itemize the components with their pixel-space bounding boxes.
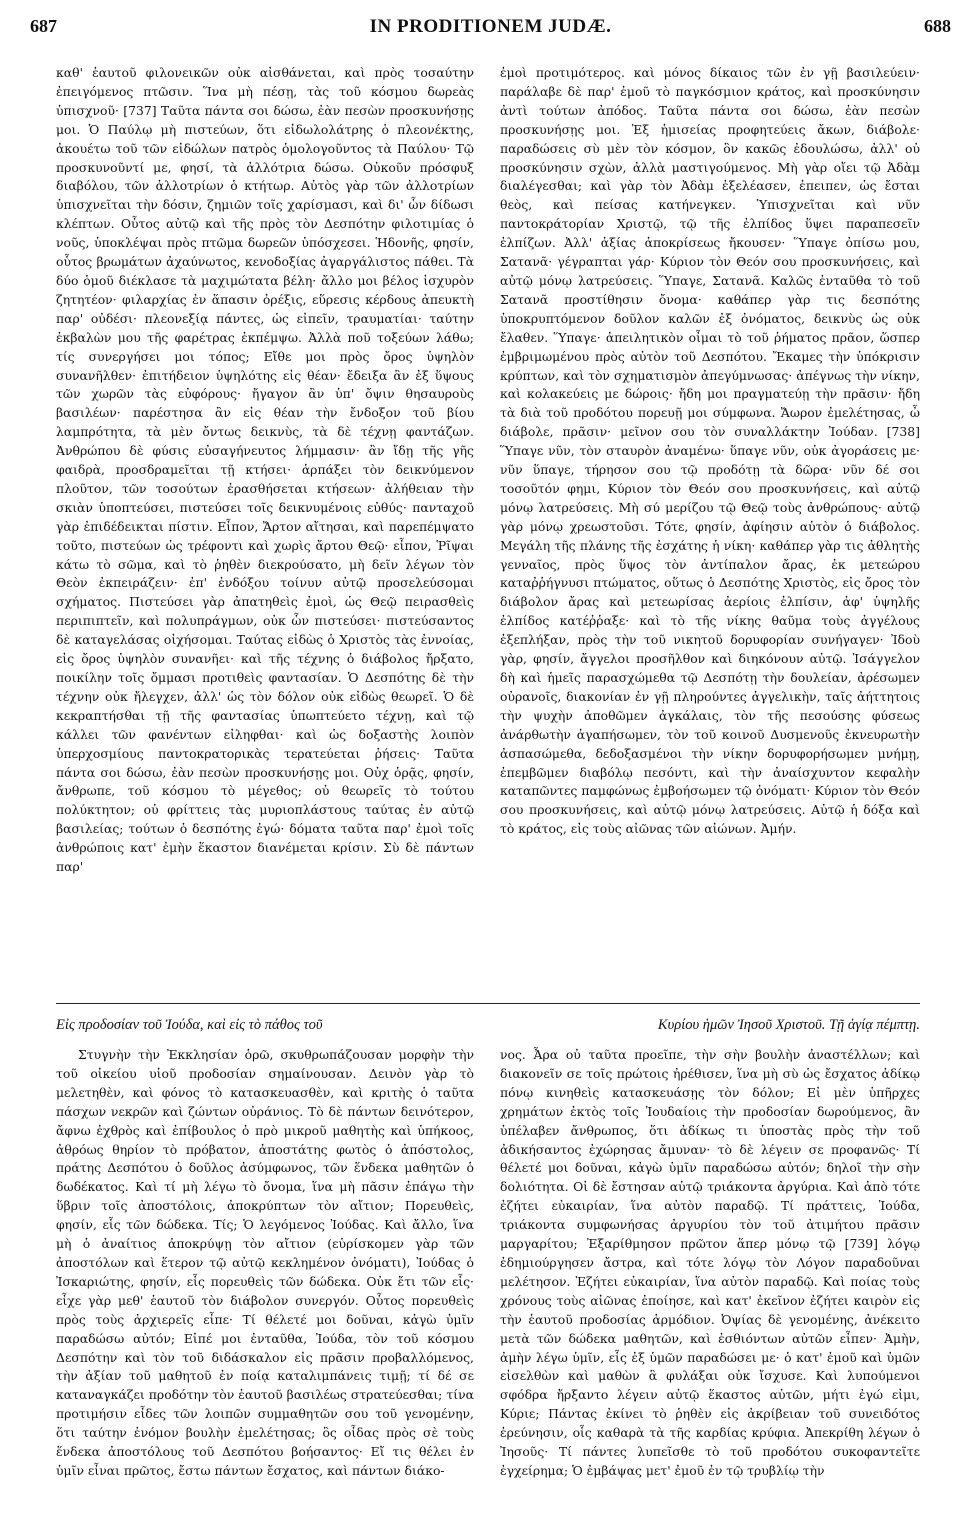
bottom-left-paragraph: Στυγνὴν τὴν Ἐκκλησίαν ὁρῶ, σκυθρωπάζουσαν μορφὴν τὴν τοῦ οἰκείου υἱοῦ προδοσίαν σημαίνουσαν. Δεινὸν γὰρ τὸ μελετηθὲν, καὶ φόνος τὸ κατασκευασθὲν, καὶ κριτὴς ὁ ταῦτα πάσχων νεκρῶν καὶ ζώντων οὐράνιος. Τὸ δὲ πάντων δεινότερον, ἄφνω ἐχθρὸς καὶ ἐπίβουλος ὁ πρὸ μικροῦ μαθητὴς καὶ ὑπήκοος, ἀθρόως θηρίον τὸ πρόβατον, ἀποστάτης φωτὸς ὁ ἀπόστολος, πράτης Δεσπότου ὁ δοῦλος ἀσύμφωνος, τῶν ἕνδεκα μαθητῶν ὁ δωδέκατος. Καὶ τί μὴ λέγω τὸ ὄνομα, ἵνα μὴ πᾶσιν ἐπάγω τὴν ὕβριν τοῖς ἀποστόλοις, ἀποκρύπτων τὸν αἴτιον; Πορευθεὶς, φησίν, εἷς τῶν δώδεκα. Τίς; Ὁ λεγόμενος Ἰούδας. Καὶ ἄλλο, ἵνα μὴ ὁ ἀναίτιος ἀποκρύψῃ τὸν αἴτιον (εὑρίσκομεν γὰρ τῶν ἀποστόλων καὶ ἕτερον τῷ αὐτῷ κεκλημένον ὀνόματι), Ἰούδας ὁ Ἰσκαριώτης, φησίν, εἷς πορευθεὶς τῶν δώδεκα. Οὐκ ἔτι τῶν εἷς· εἶχε γὰρ μεθ' ἑαυτοῦ τὸν διάβολον συνεργόν. Οὗτος πορευθεὶς πρὸς τοὺς ἀρχιερεῖς εἶπε· Τί θέλετέ μοι δοῦναι, κἀγὼ ὑμῖν παραδώσω αὐτόν; Εἰπέ μοι ἐνταῦθα, Ἰούδα, τὸν τοῦ κόσμου Δεσπότην καὶ τὸν τοῦ διδάσκαλον εἰς πρᾶσιν προβαλλόμενος, τὴν ἀξίαν τοῦ μαθητοῦ ἐν ποίᾳ καταλιμπάνεις τιμῇ; τί δέ σε καταναγκάζει προδότην τὸν ἑαυτοῦ βασιλέως στρατεύεσθαι; τίνα προτιμήσιν εἶδες τῶν λοιπῶν συμμαθητῶν σου τοῦ γενομένην, ὅτι ταύτην ἐνόμον βουλὴν ἐμελέτησας; ὃς οἶδας πρὸς σὲ τοὺς ἕνδεκα ἀποστόλους τοῦ Δεσπότου βοήσαντος· Εἴ τις θέλει ἐν ὑμῖν εἶναι πρῶτος, ἔστω πάντων ἔσχατος, καὶ πάντων διάκο-	[56, 1047, 474, 1478]
bottom-right-paragraph: νος. Ἆρα οὐ ταῦτα προεῖπε, τὴν σὴν βουλὴν ἀναστέλλων; καὶ διακονεῖν σε τοῖς πρώτοις ἠρέθισεν, ἵνα μὴ σὺ ὡς ἔσχατος ἀδίκῳ πόνῳ κινηθεὶς κατασκευάσῃς τὸν δόλον; Εἰ μὲν ὑπῆρχες χρημάτων ἐκτὸς τοῖς Ἰουδαίοις τὴν προδοσίαν δωρούμενος, ἂν ὑπέλαβεν ἄνθρωπος, ὅτι ἀδίκως τι ὑποστὰς πρὸς τὴν τοῦ ἀδικήσαντος ἐχώρησας ἄμυναν· τὸ δὲ λέγειν σε προφανῶς· Τί θέλετέ μοι δοῦναι, κἀγὼ ὑμῖν παραδώσω αὐτόν; δηλοῖ τὴν σὴν δολιότητα. Οἱ δὲ ἔστησαν αὐτῷ τριάκοντα ἀργύρια. Καὶ ἀπὸ τότε ἐζήτει εὐκαιρίαν, ἵνα αὐτὸν παραδῷ. Τί πράττεις, Ἰούδα, τριάκοντα συμφωνήσας ἀργυρίου τὸν τοῦ ἀτιμήτου πρᾶσιν μαργαρίτου; Ἐξαρίθμησον πρῶτον ἅπερ μόνῳ τῷ [739] λόγῳ ἐδημιούργησεν ἄστρα, καὶ τότε λόγῳ τὸν Λόγον παραδοῦναι μελέτησον. Ἐζήτει εὐκαιρίαν, ἵνα αὐτὸν παραδῷ. Καὶ ποίας τοὺς χρόνους τοὺς αἰῶνας ἐποίησε, καὶ κατ' ἐκεῖνον ἐζήτει καιρὸν εἰς τὴν ἑαυτοῦ προδοσίας ἁρμόδιον. Ὀψίας δὲ γενομένης, ἀνέκειτο μετὰ τῶν δώδεκα μαθητῶν, καὶ ἐσθιόντων αὐτῶν εἶπεν· Ἀμὴν, ἀμὴν λέγω ὑμῖν, εἷς ἐξ ὑμῶν παραδώσει με· ὁ κατ' ἐμοῦ καὶ ὑμῶν εἰσελθὼν καὶ μαθὼν ἃ φυλάξαι οὐκ ἴσχυσε. Καὶ λυπούμενοι σφόδρα ἤρξαντο λέγειν αὐτῷ ἕκαστος αὐτῶν, μήτι ἐγώ εἰμι, Κύριε; Πάντας ἐκίνει τὸ ῥηθὲν εἰς ἀκρίβειαν τοῦ συνειδότος ἐρεύνησιν, οἷς καθαρὰ τὰ τῆς καρδίας κρύφια. Ἀπεκρίθη λέγων ὁ Ἰησοῦς· Τί πάντες λυπεῖσθε τὸ τοῦ προδότου συκοφαντεῖτε ἐγχείρημα; Ὁ ἐμβάψας μετ' ἐμοῦ ἐν τῷ τρυβλίῳ τὴν	[500, 1047, 920, 1478]
top-left-column	[56, 64, 474, 994]
section-title	[56, 1017, 920, 1041]
top-left-paragraph: καθ' ἑαυτοῦ φιλονεικῶν οὐκ αἰσθάνεται, καὶ πρὸς τοσαύτην ἐπειγόμενος πτῶσιν. Ἵνα μὴ πέσῃ, τὰς τοῦ κόσμου δωρεὰς ὑπισχνοῦ· [737] Ταῦτα πάντα σοι δώσω, ἐὰν πεσὼν προσκυνήσῃς μοι. Ὁ Παύλῳ μὴ πιστεύων, ὅτι εἰδωλολάτρης ὁ πλεονέκτης, ἀκουέτω τοῦ τῶν εἰδώλων πατρὸς ὁμολογοῦντος τὰ Παύλου· Τῷ προσκυνοῦντί με, φησί, τὰ ἀλλότρια δώσω. Οὐκοῦν πρόσφυξ διαβόλου, τῶν ἀλλοτρίων ὁ κτήτωρ. Αὐτὸς γὰρ τῶν ἀλλοτρίων ὑπισχνεῖται τὴν δόσιν, ζημιῶν τοῖς χαρίσμασι, καὶ δι' ὧν δίδωσι κλέπτων. Οὗτος αὐτῷ καὶ τῆς πρὸς τὸν Δεσπότην φιλοτιμίας ὁ νοῦς, ὑποκλέψαι πρὸς πτῶμα δωρεῶν ὑπόσχεσει. Ἡδονῆς, φησίν, οὗτος βρωμάτων ἀχαύνωτος, κενοδοξίας ἀγαργάλιστος πάθει. Τὰ δύο ὁμοῦ διέκλασε τὰ μαχιμώτατα βέλη· ἄλλο μοι βέλος ἰσχυρὸν ζητητέον· φιλαρχίας ἐν ἅπασιν ὀρέξις, εὕρεσις κέρδους ἀπευκτὴ παρ' οὐδέσι· πλεονεξίᾳ πάντες, ὡς εἰπεῖν, τραυματίαι· ταύτην ἐκβαλὼν μου τῆς φαρέτρας ἐκπέμψω. Ἀλλὰ ποῦ τοξεύων λάθω; τίς συνεργήσει μοι τόπος; Εἴθε μοι πρὸς ὄρος ὑψηλὸν συνανῆλθεν· ἐπιτήδειον ὑψηλότης εἰς θέαν· ἔδειξα ἂν ἐξ ὕψους τῶν χωρῶν τὰς εὐφόρους· ἤγαγον ἂν ὑπ' ὄψιν θησαυροὺς βασιλέων· παρέστησα ἂν εἰς θέαν τὴν ἔνδοξον τοῦ βίου λαμπρότητα, τὰ μὲν ὄντως δεικνὺς, τὰ δὲ τέχνῃ φαντάζων. Ἀνθρώπου δὲ φύσις εὐσαγήνευτος λήμμασιν· ἂν ἴδῃ τῆς γῆς φαιδρὰ, προσδραμεῖται τῇ κτήσει· ἁρπάξει τὸν δεικνύμενον πλοῦτον, τῶν τοσούτων ἐρασθήσεται κτήσεων· ἀλήθειαν τὴν σκιὰν ὑποπτεύσει, πιστεύσει τοῖς δεικνυμένοις εὐθύς· πανταχοῦ γὰρ ἐπιδέδεικται πίστιν. Εἶπον, Ἄρτον αἴτησαι, καὶ παρεπέμψατο τοῦτο, πιστεύων ὡς τρέφοντι καὶ χωρὶς ἄρτου Θεῷ· εἶπον, Ῥῖψαι κάτω τὸ σῶμα, καὶ τὸ ῥηθὲν διεκρούσατο, μὴ δεῖν λέγων τὸν Θεὸν ἐκπειράζειν· ἐπ' ἐνδόξου τοίνυν αὐτῷ προσελεύσομαι σχήματος. Πιστεύσει γὰρ ἀπατηθεὶς ἐμοὶ, ὡς Θεῷ πειρασθεὶς περιπιπτεῖν, καὶ πολυπράγμων, οὐκ ὧν πιστεύσει· πιστεύσαντος δὲ καταγελάσας οἰχήσομαι. Ταύτας εἰδὼς ὁ Χριστὸς τὰς ἐννοίας, εἰς ὄρος ὑψηλὸν συνανῆει· καὶ τῆς τέχνης ὁ διάβολος ἤρξατο, ποικίλην τοῖς ὄμμασι προτιθεὶς φαντασίαν. Ὁ Δεσπότης δὲ τὴν τέχνην οὐκ ἤλεγχεν, ἀλλ' ὡς τὸν δόλον οὐκ εἰδὼς θεωρεῖ. Ὁ δὲ κεκραπτήσθαι τῇ τῆς φαντασίας ὑπωπτεύετο τέχνῃ, καὶ τῷ κάλλει τῶν φανέντων εἰληφθαι· καὶ ὡς δοξαστὴς λοιπὸν ὑπερχοσμίους παντοκρατορικὰς τερατεύεται ῥήσεις· Ταῦτα πάντα σοι δώσω, ἐὰν πεσὼν προσκυνήσῃς μοι. Οὐχ ὁρᾷς, φησίν, ἄνθρωπε, τοῦ κόσμου τὸ μέγεθος; οὐ θεωρεῖς τὸ τούτου πολύκτητον; οὐ φρίττεις τὰς μυριοπλάστους ταύτας ἐν αὐτῷ βασιλείας; τούτων ὁ δεσπότης ἐγώ· δόματα ταῦτα παρ' ἐμοὶ τοῖς ἀνθρώποις κατ' ἐμὴν ἕκαστον διανέμεται κρίσιν. Σὺ δὲ πάντων παρ'	[56, 65, 474, 875]
page-header	[30, 8, 951, 48]
top-right-paragraph: ἐμοὶ προτιμότερος. καὶ μόνος δίκαιος τῶν ἐν γῇ βασιλεύειν· παράλαβε δὲ παρ' ἐμοῦ τὸ παγκόσμιον κράτος, καὶ προσκύνησιν ἀντὶ τούτων ἀπόδος. Ταῦτα πάντα σοι δώσω, ἐὰν πεσὼν προσκυνήσῃς μοι. Ἐξ ἡμισείας προφητεύεις ἄκων, διάβολε· παραδώσεις σὺ μὲν τὸν κόσμον, ὃν κακῶς ἐδουλώσω, ἀλλ' οὐ προσκύνησιν σχὼν, ἀλλὰ μαστιγούμενος. Μὴ γὰρ οἴει τῷ Ἀδὰμ διαλέγεσθαι; καὶ γὰρ τὸν Ἀδὰμ ἐξελέασεν, ἐπειπεν, ὡς ἔσται θεὸς, καὶ πείσας κατήνεγκεν. Ὑπισχνεῖται καὶ νῦν παντοκράτορίαν Χριστῷ, τῷ τῆς ἐλπίδος ὕψει παραπεσεῖν ἐλπίζων. Ἀλλ' ἀξίας ἀποκρίσεως ἤκουσεν· Ὕπαγε ὀπίσω μου, Σατανᾶ· γέγραπται γάρ· Κύριον τὸν Θεόν σου προσκυνήσεις, καὶ αὐτῷ μόνῳ λατρεύσεις. Ὕπαγε, Σατανᾶ. Καλῶς ἐνταῦθα τὸ τοῦ Σατανᾶ προστίθησιν ὄνομα· καθάπερ γὰρ τις δεσπότης ὑποκρυπτόμενον δοῦλον καλῶν ἐξ ὀνόματος, δεικνὺς ὡς οὐκ ἔλαθεν. Ὕπαγε· ἀπειλητικὸν οἶμαι τὸ τοῦ ῥήματος πρᾶον, ὥσπερ ἐμβριμωμένου πρὸς αὐτὸν τοῦ Δεσπότου. Ἔκαμες τὴν ὑπόκρισιν κρύπτων, καὶ τὸν σχηματισμὸν ἀπεγύμνωσας· ἀπέγνως τὴν νίκην, καὶ κολακεύεις με δώροις· ἤδη μοι πραγματεύῃ τὴν πρᾶσιν· ἤδη τὰ διὰ τοῦ προδότου πορευῇ μοι σύμφωνα. Ἄωρον ἐμελέτησας, ὦ διάβολε, πρᾶσιν· μεῖνον σου τὸν συναλλάκτην Ἰούδαν. [738] Ὕπαγε νῦν, τὸν σταυρὸν ἀναμένω· ὕπαγε νῦν, οὐκ ἀγοράσεις με· νῦν ὕπαγε, τήρησον σου τῷ προδότῃ τὰ δῶρα· νῦν δέ σοι τοσοῦτόν φημι, Κύριον τὸν Θεόν σου προσκυνήσεις, καὶ αὐτῷ μόνῳ λατρεύσεις. Μὴ σύ μερίζου τῷ Θεῷ τοὺς ἀνθρώπους· αὐτῷ γὰρ μόνῳ χρεωστοῦσι. Τότε, φησίν, ἀφίησιν αὐτὸν ὁ διάβολος. Μεγάλη τῆς πλάνης τῆς ἐσχάτης ἡ νίκη· καθάπερ γὰρ τις ἀθλητὴς γενναῖος, πρὸς ὕψος τὸν ἀντίπαλον ἄρας, ἐκ μετεώρου καταῤῥήγνυσι πτώματος, οὕτως ὁ Δεσπότης Χριστὸς, εἰς ὄρος τὸν διάβολον ἄρας καὶ μετεωρίσας ἀερίοις ἐλπίσιν, ἀφ' ὑψηλῆς ἐλπίδος κατέῤῥαξε· καὶ τὸ τῆς νίκης θαῦμα τοὺς ἀγγέλους ἐξεπλήξαν, πρὸς τὴν τοῦ νικητοῦ δορυφορίαν συνήγαγεν· Ἰδοὺ γὰρ, φησίν, ἄγγελοι προσῆλθον καὶ διηκόνουν αὐτῷ. Ἰσάγγελον δὴ καὶ ἡμεῖς παρασχώμεθα τῷ Δεσπότῃ τὴν δουλείαν, ἀρέσωμεν οὐρανοῖς, διακονίαν ἐν γῇ πληρούντες ἀγγελικὴν, ταῖς ἀήττητοις τὴν ψυχὴν ἀποθῶμεν ἀγκάλαις, τὸν τῆς πεσούσης φύσεως ἀνάρθωτὴν ἀγαπήσωμεν, τὸν τοῦ κοινοῦ Δυσμενοῦς ἐκνευρωτὴν ἀσπασώμεθα, δεδοξασμένοι τὴν νίκην δορυφορήσωμεν μνήμῃ, ἐπεμβῶμεν διαβόλῳ πεσόντι, καὶ τὴν ἀναίσχυντον κεφαλὴν καταπῶντες παμφώνως ἐμβοήσωμεν τῷ ὀνόματι· Κύριον τὸν Θεόν σου προσκυνήσεις, καὶ αὐτῷ μόνῳ λατρεύσεις. Αὐτῷ ἡ δόξα καὶ τὸ κράτος, εἰς τοὺς αἰῶνας τῶν αἰώνων. Ἀμήν.	[500, 65, 920, 837]
right-page-number: 688	[924, 16, 951, 36]
section-title-right: Κυρίου ἡμῶν Ἰησοῦ Χριστοῦ. Τῇ ἁγίᾳ πέμπτῃ.	[657, 1017, 920, 1033]
bottom-right-column	[500, 1046, 920, 1536]
top-right-column	[500, 64, 920, 994]
bottom-left-column	[56, 1046, 474, 1536]
left-page-number: 687	[30, 16, 57, 36]
section-title-left: Εἰς προδοσίαν τοῦ Ἰούδα, καὶ εἰς τὸ πάθος τοῦ	[56, 1017, 323, 1033]
section-divider	[56, 1003, 920, 1004]
running-title: IN PRODITIONEM JUDÆ.	[369, 16, 612, 37]
